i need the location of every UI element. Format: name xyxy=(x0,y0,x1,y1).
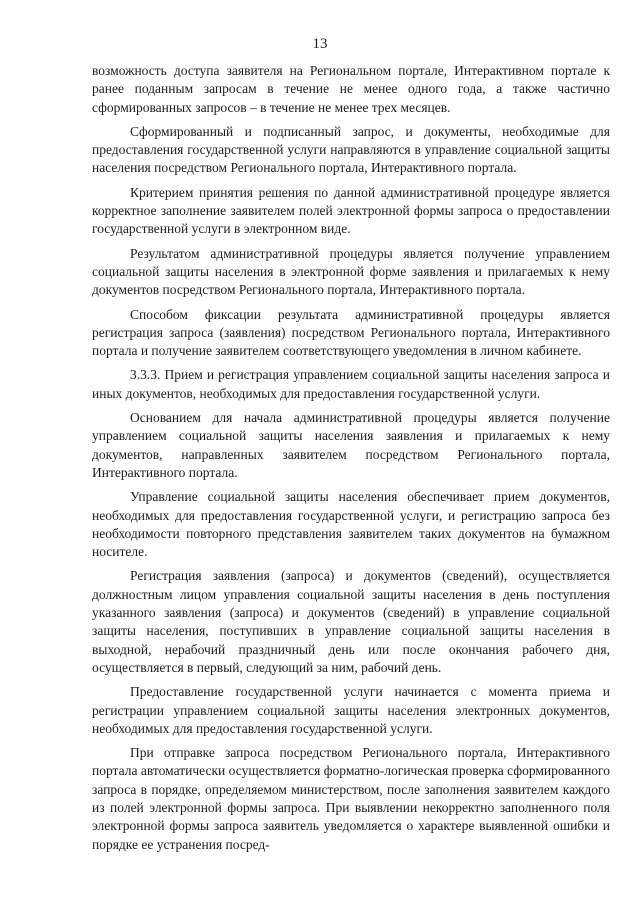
paragraph: Регистрация заявления (запроса) и документов (сведений), осуществляется должностным лицом управления социальной защиты населения в день поступления указанного заявления (запроса) и документов (сведений) в управление социальной защиты населения, поступивших в управление социальной защиты населения в выходной, нерабочий праздничный день или после окончания рабочего дня, осуществляется в первый, следующий за ним, рабочий день. xyxy=(92,568,610,675)
document-body xyxy=(92,62,610,860)
page-number: 13 xyxy=(312,36,328,52)
paragraph: Результатом административной процедуры является получение управлением социальной защиты населения в электронной форме заявления и прилагаемых к нему документов посредством Регионального портала, Интерактивного портала. xyxy=(92,245,610,298)
paragraph-continuation: возможность доступа заявителя на Региональном портале, Интерактивном портале к ранее поданным запросам в течение не менее одного года, а также частично сформированных запросов – в течение не менее трех месяцев. xyxy=(92,63,610,115)
paragraph: При отправке запроса посредством Регионального портала, Интерактивного портала автоматически осуществляется форматно-логическая проверка сформированного запроса в порядке, определяемом министерством, после заполнения заявителем каждого из полей электронной формы запроса. При выявлении некорректно заполненного поля электронной формы запроса заявитель уведомляется о характере выявленной ошибки и порядке ее устранения посред- xyxy=(92,745,610,852)
paragraph: Способом фиксации результата административной процедуры является регистрация запроса (заявления) посредством Регионального портала, Интерактивного портала и получение заявителем соответствующего уведомления в личном кабинете. xyxy=(92,306,610,359)
paragraph: Управление социальной защиты населения обеспечивает прием документов, необходимых для предоставления государственной услуги, и регистрацию запроса без необходимости повторного представления заявителем таких документов на бумажном носителе. xyxy=(92,489,610,560)
paragraph: Предоставление государственной услуги начинается с момента приема и регистрации управлением социальной защиты населения электронных документов, необходимых для предоставления государственной услуги. xyxy=(92,684,610,736)
paragraph: Сформированный и подписанный запрос, и документы, необходимые для предоставления государственной услуги направляются в управление социальной защиты населения посредством Регионального портала, Интерактивного портала. xyxy=(92,123,610,176)
paragraph: Критерием принятия решения по данной административной процедуре является корректное заполнение заявителем полей электронной формы запроса о предоставлении государственной услуги в электронном виде. xyxy=(92,184,610,237)
section-heading-3-3-3: 3.3.3. Прием и регистрация управлением социальной защиты населения запроса и иных документов, необходимых для предоставления государственной услуги. xyxy=(92,367,610,401)
paragraph: Основанием для начала административной процедуры является получение управлением социальной защиты населения заявления и прилагаемых к нему документов, направленных заявителем посредством Регионального портала, Интерактивного портала. xyxy=(92,410,610,480)
